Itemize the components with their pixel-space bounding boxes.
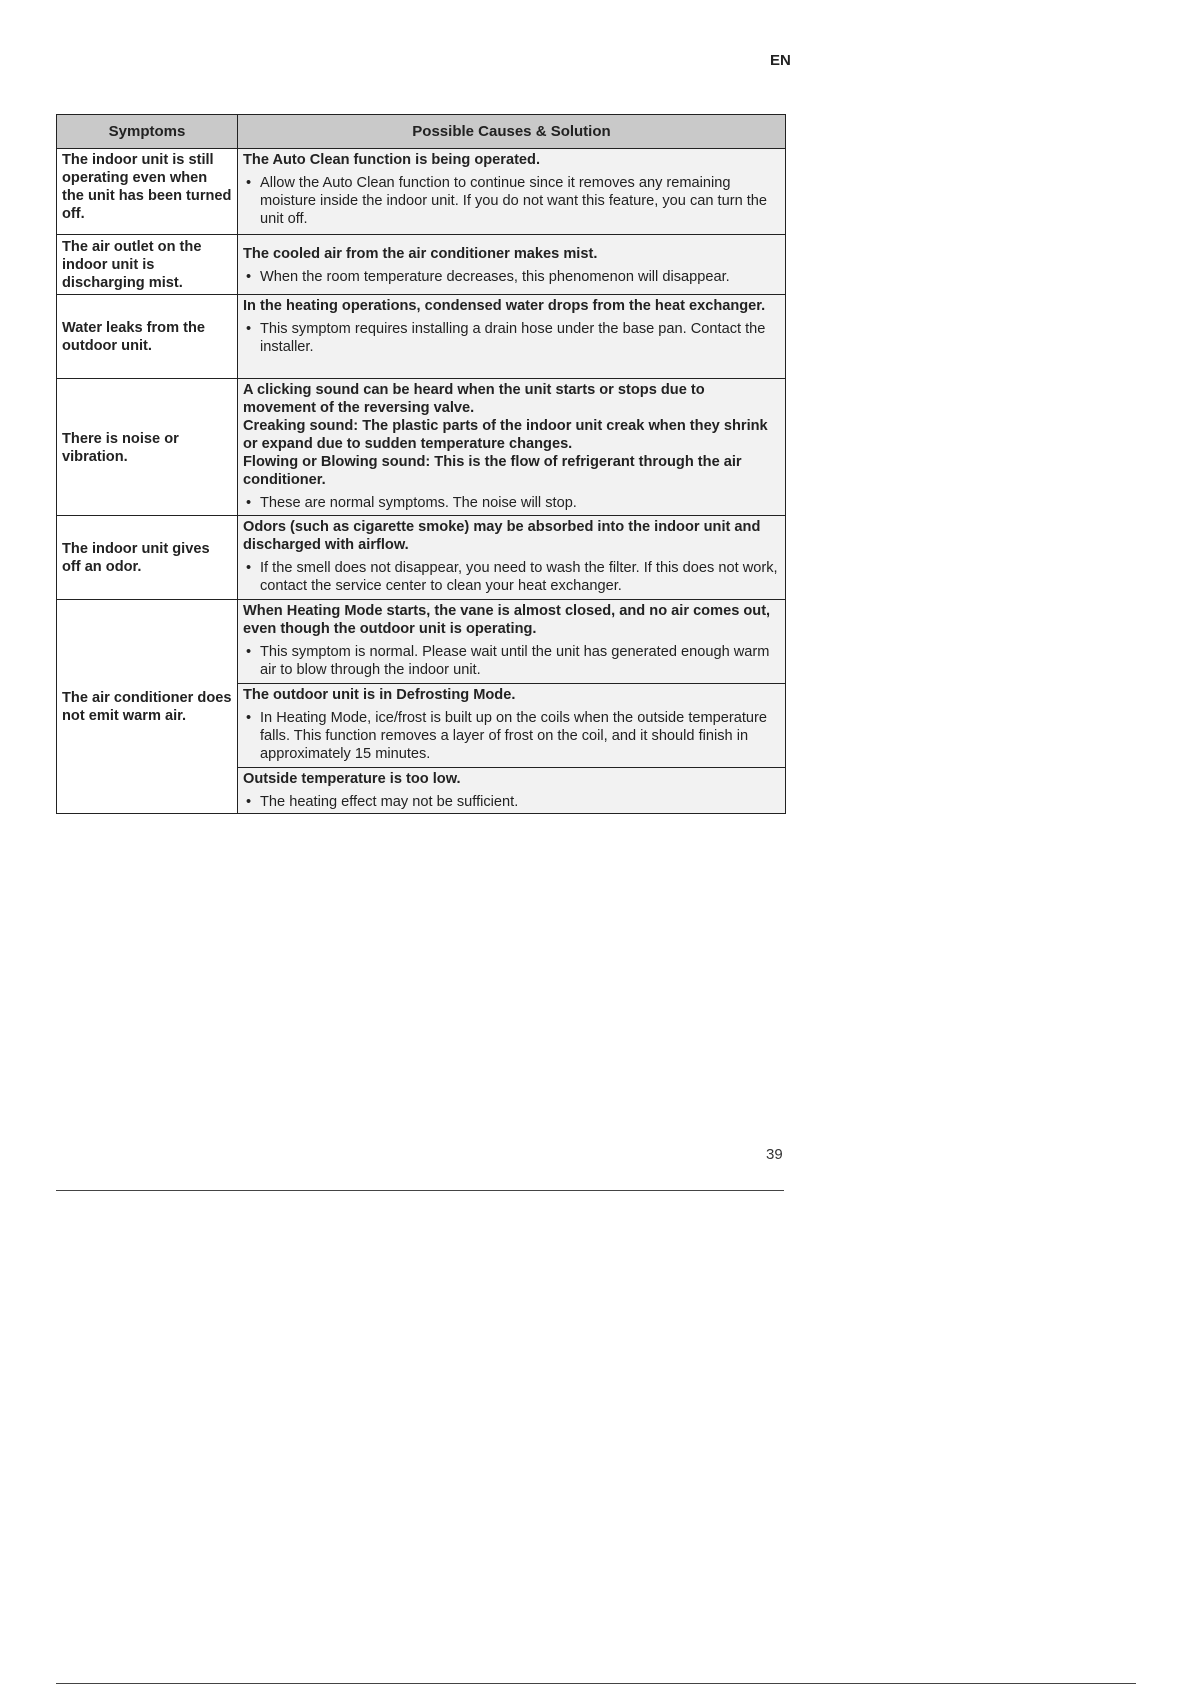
cause-title: A clicking sound can be heard when the unit starts or stops due to movement of the reversing valve.	[243, 382, 705, 416]
solution-item: • In Heating Mode, ice/frost is built up on the coils when the outside temperature falls. This function removes a layer of frost on the coil, and it should finish in approximately 15 minutes.	[246, 710, 768, 762]
symptom-cell: Water leaks from the outdoor unit.	[57, 295, 238, 379]
table-row	[57, 149, 786, 235]
solution-item: • These are normal symptoms. The noise will stop.	[246, 495, 577, 511]
solution-item: • The heating effect may not be sufficient.	[246, 794, 519, 810]
solution-item: • This symptom requires installing a drain hose under the base pan. Contact the installer.	[246, 321, 766, 355]
solution-item: • If the smell does not disappear, you need to wash the filter. If this does not work, contact the service center to clean your heat exchanger.	[246, 560, 778, 594]
solution-text: In Heating Mode, ice/frost is built up on the coils when the outside temperature falls. This function removes a layer of frost on the coil, and it should finish in approximately 15 minutes.	[260, 710, 768, 762]
cause-title: In the heating operations, condensed water drops from the heat exchanger.	[243, 298, 766, 314]
page-number: 39	[766, 1146, 783, 1163]
solution-item: • When the room temperature decreases, this phenomenon will disappear.	[246, 268, 730, 285]
cause-cell	[238, 149, 786, 235]
cause-cell	[238, 235, 786, 295]
troubleshooting-table	[56, 114, 786, 814]
solution-item: • This symptom is normal. Please wait until the unit has generated enough warm air to blow through the indoor unit.	[246, 644, 770, 678]
cause-cell	[238, 768, 786, 814]
cause-cell	[238, 684, 786, 768]
language-label: EN	[770, 52, 791, 69]
table-row	[57, 235, 786, 295]
cause-title: The Auto Clean function is being operated.	[243, 152, 541, 168]
cause-cell	[238, 295, 786, 379]
cause-cell	[238, 379, 786, 516]
table-row	[57, 379, 786, 516]
footer-divider	[56, 1190, 784, 1191]
symptoms-header: Symptoms	[57, 115, 238, 149]
cause-title: Odors (such as cigarette smoke) may be absorbed into the indoor unit and discharged with airflow.	[243, 519, 761, 553]
symptom-cell: The air outlet on the indoor unit is discharging mist.	[57, 235, 238, 295]
symptom-cell: The indoor unit is still operating even when the unit has been turned off.	[57, 149, 238, 235]
solution-text: If the smell does not disappear, you need to wash the filter. If this does not work, contact the service center to clean your heat exchanger.	[260, 560, 778, 594]
cause-title-2: Creaking sound: The plastic parts of the indoor unit creak when they shrink or expand due to sudden temperature changes.	[243, 418, 768, 452]
cause-title: The outdoor unit is in Defrosting Mode.	[243, 687, 516, 703]
cause-cell	[238, 516, 786, 600]
solution-text: This symptom requires installing a drain hose under the base pan. Contact the installer.	[260, 321, 766, 355]
cause-title: Outside temperature is too low.	[243, 771, 461, 787]
solution-text: The heating effect may not be sufficient.	[260, 794, 519, 810]
symptom-cell: The indoor unit gives off an odor.	[57, 516, 238, 600]
table-row	[57, 516, 786, 600]
solution-text: These are normal symptoms. The noise will stop.	[260, 495, 577, 511]
cause-title: When Heating Mode starts, the vane is almost closed, and no air comes out, even though the outdoor unit is operating.	[243, 603, 771, 637]
solution-text: When the room temperature decreases, this phenomenon will disappear.	[260, 268, 730, 285]
solution-text: Allow the Auto Clean function to continue since it removes any remaining moisture inside the indoor unit. If you do not want this feature, you can turn the unit off.	[260, 175, 768, 227]
cause-cell	[238, 600, 786, 684]
table-header-row	[57, 115, 786, 149]
cause-title: The cooled air from the air conditioner makes mist.	[243, 245, 598, 262]
cause-title-3: Flowing or Blowing sound: This is the flow of refrigerant through the air conditioner.	[243, 454, 742, 488]
table-row	[57, 295, 786, 379]
symptom-cell: The air conditioner does not emit warm air.	[57, 600, 238, 814]
causes-header: Possible Causes & Solution	[238, 115, 786, 149]
solution-text: This symptom is normal. Please wait until the unit has generated enough warm air to blow through the indoor unit.	[260, 644, 770, 678]
symptom-cell: There is noise or vibration.	[57, 379, 238, 516]
table-row	[57, 600, 786, 684]
solution-item: • Allow the Auto Clean function to continue since it removes any remaining moisture inside the indoor unit. If you do not want this feature, you can turn the unit off.	[246, 175, 768, 227]
